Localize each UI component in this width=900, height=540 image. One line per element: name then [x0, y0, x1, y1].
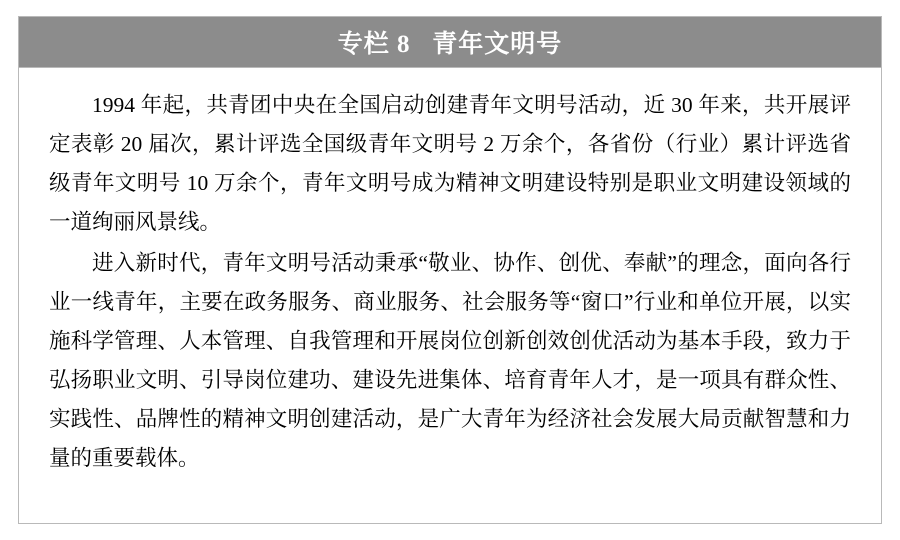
- feature-box-title: 专栏 8 青年文明号: [337, 31, 563, 58]
- feature-box-body: [19, 68, 881, 523]
- feature-box: [18, 16, 882, 524]
- feature-box-title-bar: [19, 17, 881, 68]
- paragraph: 进入新时代，青年文明号活动秉承“敬业、协作、创优、奉献”的理念，面向各行业一线青年，主要在政务服务、商业服务、社会服务等“窗口”行业和单位开展，以实施科学管理、人本管理、自我管理和开展岗位创新创效创优活动为基本手段，致力于弘扬职业文明、引导岗位建功、建设先进集体、培育青年人才，是一项具有群众性、实践性、品牌性的精神文明创建活动，是广大青年为经济社会发展大局贡献智慧和力量的重要载体。: [49, 251, 851, 470]
- paragraph: 1994 年起，共青团中央在全国启动创建青年文明号活动，近 30 年来，共开展评定表彰 20 届次，累计评选全国级青年文明号 2 万余个，各省份（行业）累计评选省级青年文明号 10 万余个，青年文明号成为精神文明建设特别是职业文明建设领域的一道绚丽风景线。: [49, 93, 851, 234]
